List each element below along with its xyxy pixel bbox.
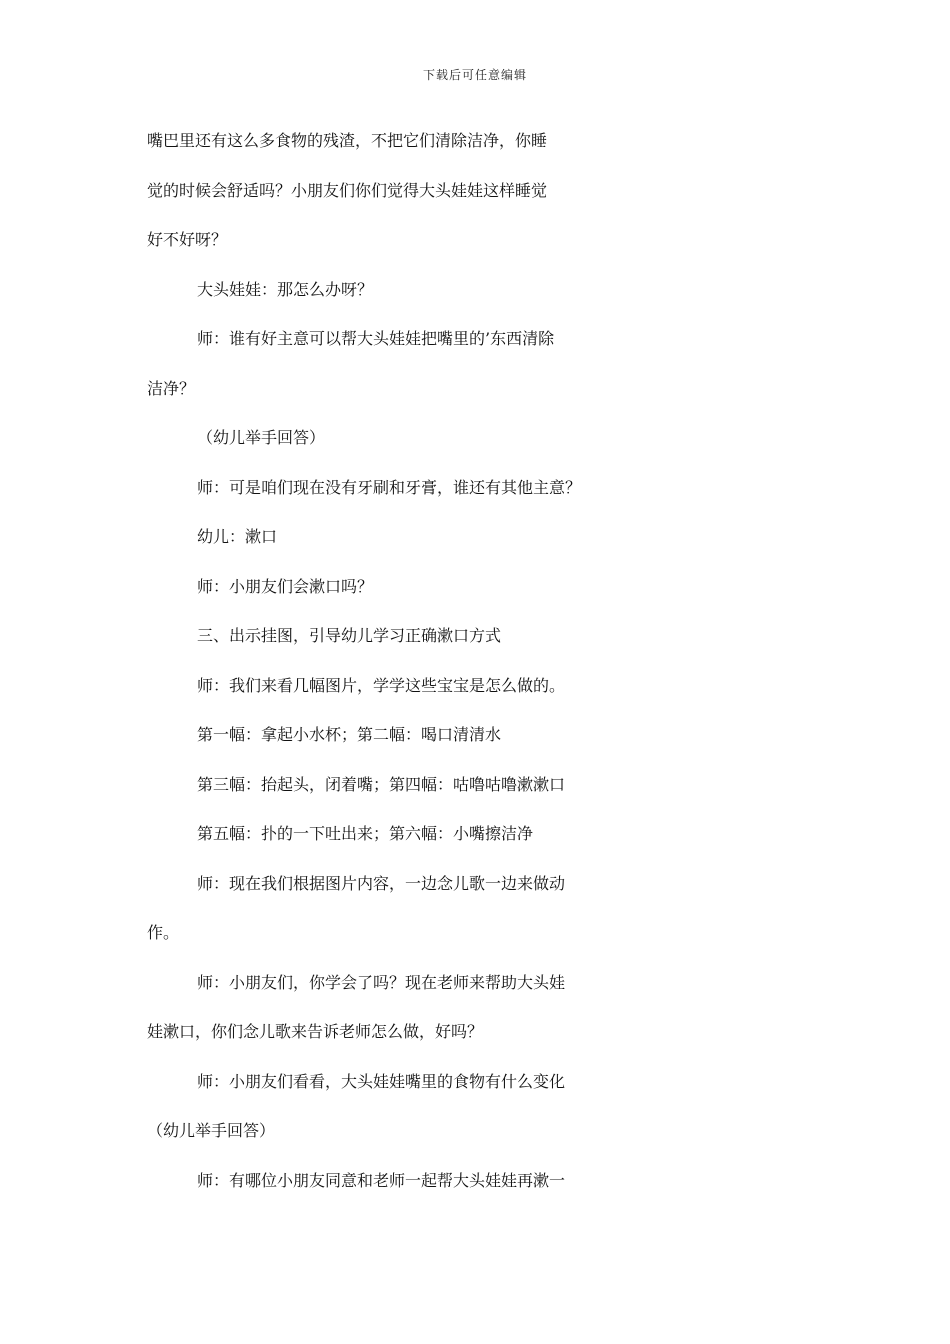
text-line: （幼儿举手回答）: [147, 1121, 276, 1140]
text-line: 师：谁有好主意可以帮大头娃娃把嘴里的’东西清除: [197, 329, 555, 348]
page-header: 下载后可任意编辑: [422, 68, 527, 82]
text-line: 觉的时候会舒适吗？小朋友们你们觉得大头娃娃这样睡觉: [147, 180, 548, 200]
text-line: 第五幅：扑的一下吐出来；第六幅：小嘴擦洁净: [197, 824, 534, 843]
text-line: 第一幅：拿起小水杯；第二幅：喝口清清水: [197, 725, 502, 744]
text-line: （幼儿举手回答）: [197, 428, 326, 447]
text-line: 师：小朋友们会漱口吗？: [197, 576, 374, 596]
text-line: 好不好呀？: [147, 230, 228, 249]
text-line: 娃漱口，你们念儿歌来告诉老师怎么做，好吗？: [147, 1022, 484, 1041]
text-line: 幼儿：漱口: [197, 527, 278, 546]
document-body: [147, 128, 809, 1217]
text-line: 嘴巴里还有这么多食物的残渣，不把它们清除洁净，你睡: [147, 131, 548, 150]
text-line: 大头娃娃：那怎么办呀？: [197, 279, 374, 299]
text-line: 洁净？: [147, 378, 196, 398]
text-line: 师：现在我们根据图片内容，一边念儿歌一边来做动: [197, 873, 566, 893]
text-line: 师：可是咱们现在没有牙刷和牙膏，谁还有其他主意？: [197, 477, 582, 497]
text-line: 第三幅：抬起头，闭着嘴；第四幅：咕噜咕噜漱漱口: [197, 774, 566, 794]
text-line: 师：小朋友们看看，大头娃娃嘴里的食物有什么变化: [197, 1071, 566, 1091]
text-line: 师：有哪位小朋友同意和老师一起帮大头娃娃再漱一: [197, 1170, 566, 1190]
section-heading: 三、出示挂图，引导幼儿学习正确漱口方式: [197, 626, 502, 645]
text-line: 作。: [147, 923, 180, 942]
text-line: 师：小朋友们，你学会了吗？现在老师来帮助大头娃: [197, 972, 566, 992]
text-line: 师：我们来看几幅图片，学学这些宝宝是怎么做的。: [197, 675, 566, 695]
